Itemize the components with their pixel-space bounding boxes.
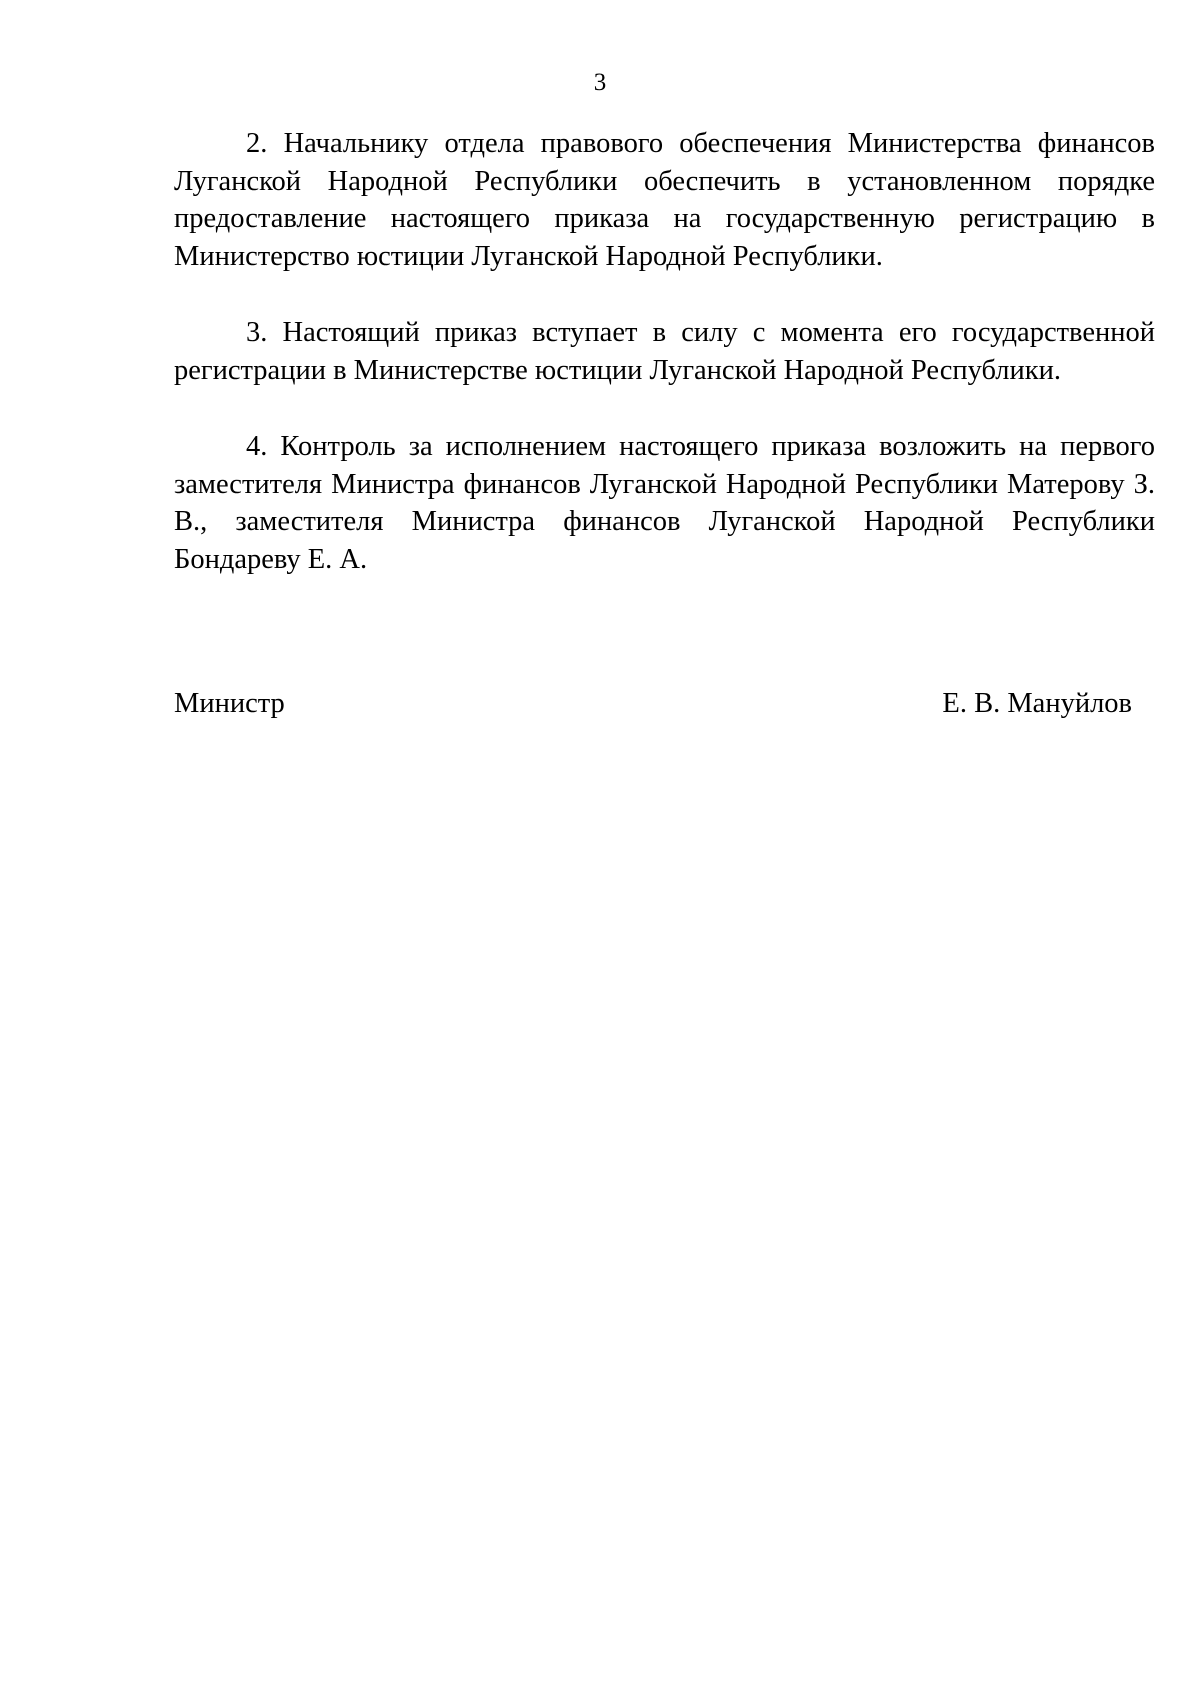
signer-title: Министр xyxy=(174,688,285,719)
paragraph-item-2: 2. Начальнику отдела правового обеспечения Министерства финансов Луганской Народной Республики обеспечить в установленном порядке предоставление настоящего приказа на государственную регистрацию в Министерство юстиции Луганской Народной Республики. xyxy=(174,128,1155,272)
signer-name: Е. В. Мануйлов xyxy=(942,688,1132,719)
paragraph-item-4: 4. Контроль за исполнением настоящего приказа возложить на первого заместителя Министра финансов Луганской Народной Республики Матерову З. В., заместителя Министра финансов Луганской Народной Республики Бондареву Е. А. xyxy=(174,431,1155,575)
page-number: 3 xyxy=(593,69,607,96)
document-body xyxy=(174,125,1155,617)
signature-block xyxy=(174,685,1132,725)
paragraph-item-3: 3. Настоящий приказ вступает в силу с момента его государственной регистрации в Министерстве юстиции Луганской Народной Республики. xyxy=(174,317,1155,386)
